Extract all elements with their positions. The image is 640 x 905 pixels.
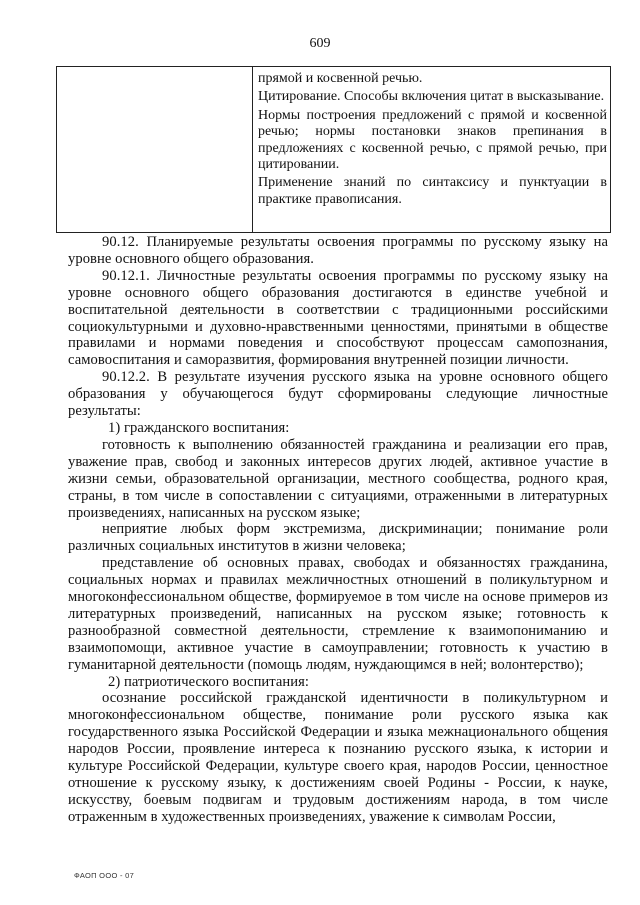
table-right-cell bbox=[258, 71, 607, 210]
table-cell-paragraph: Цитирование. Способы включения цитат в высказывание. bbox=[258, 89, 605, 105]
list-heading: 1) гражданского воспитания: bbox=[108, 419, 290, 436]
body-paragraph: 90.12.1. Личностные результаты освоения программы по русскому языку на уровне основного общего образования достигаются в единстве учебной и воспитательной деятельности в соответствии с традиционными российскими социокультурными и духовно-нравственными ценностями, принятыми в обществе правилами и нормами поведения и способствуют процессам самопознания, самовоспитания и саморазвития, формирования внутренней позиции личности. bbox=[68, 267, 608, 369]
body-paragraph: готовность к выполнению обязанностей гражданина и реализации его прав, уважение прав, свобод и законных интересов других людей, активное участие в жизни семьи, образовательной организации, местного сообщества, родного края, страны, в том числе в сопоставлении с ситуациями, отраженными в литературных произведениях, написанных на русском языке; bbox=[68, 436, 608, 521]
content-table bbox=[56, 66, 611, 233]
table-cell-paragraph: Нормы построения предложений с прямой и косвенной речью; нормы постановки знаков препинания в предложениях с косвенной речью, с прямой речью, при цитировании. bbox=[258, 107, 607, 173]
table-cell-paragraph: прямой и косвенной речью. bbox=[258, 71, 423, 86]
body-paragraph: осознание российской гражданской идентичности в поликультурном и многоконфессиональном обществе, понимание роли русского языка как государственного языка Российской Федерации и языка межнационального общения народов России, проявление интереса к познанию русского языка, к истории и культуре Российской Федерации, культуре своего края, народов России, ценностное отношение к русскому языку, к достижениям своей Родины - России, к науке, искусству, боевым подвигам и трудовым достижениям народа, в том числе отраженным в художественных произведениях, уважение к символам России, bbox=[68, 690, 608, 825]
document-footer-code: ФАОП ООО - 07 bbox=[74, 871, 135, 880]
body-paragraph: 90.12.2. В результате изучения русского языка на уровне основного общего образования у обучающегося будут сформированы следующие личностные результаты: bbox=[68, 369, 608, 420]
table-column-divider bbox=[252, 67, 253, 232]
section-heading-paragraph: 90.12. Планируемые результаты освоения программы по русскому языку на уровне основного общего образования. bbox=[68, 234, 608, 267]
body-paragraph: представление об основных правах, свободах и обязанностях гражданина, социальных нормах и правилах межличностных отношений в поликультурном и многоконфессиональном обществе, формируемое в том числе на основе примеров из литературных произведений, написанных на русском языке; готовность к разнообразной совместной деятельности, стремление к взаимопониманию и взаимопомощи, активное участие в самоуправлении; готовность к участию в гуманитарной деятельности (помощь людям, нуждающимся в ней; волонтерство); bbox=[68, 555, 608, 673]
list-heading: 2) патриотического воспитания: bbox=[108, 673, 310, 690]
table-cell-paragraph: Применение знаний по синтаксису и пунктуации в практике правописания. bbox=[258, 175, 607, 207]
page-number: 609 bbox=[309, 36, 331, 51]
document-body bbox=[68, 234, 608, 826]
body-paragraph: неприятие любых форм экстремизма, дискриминации; понимание роли различных социальных институтов в жизни человека; bbox=[68, 521, 608, 555]
